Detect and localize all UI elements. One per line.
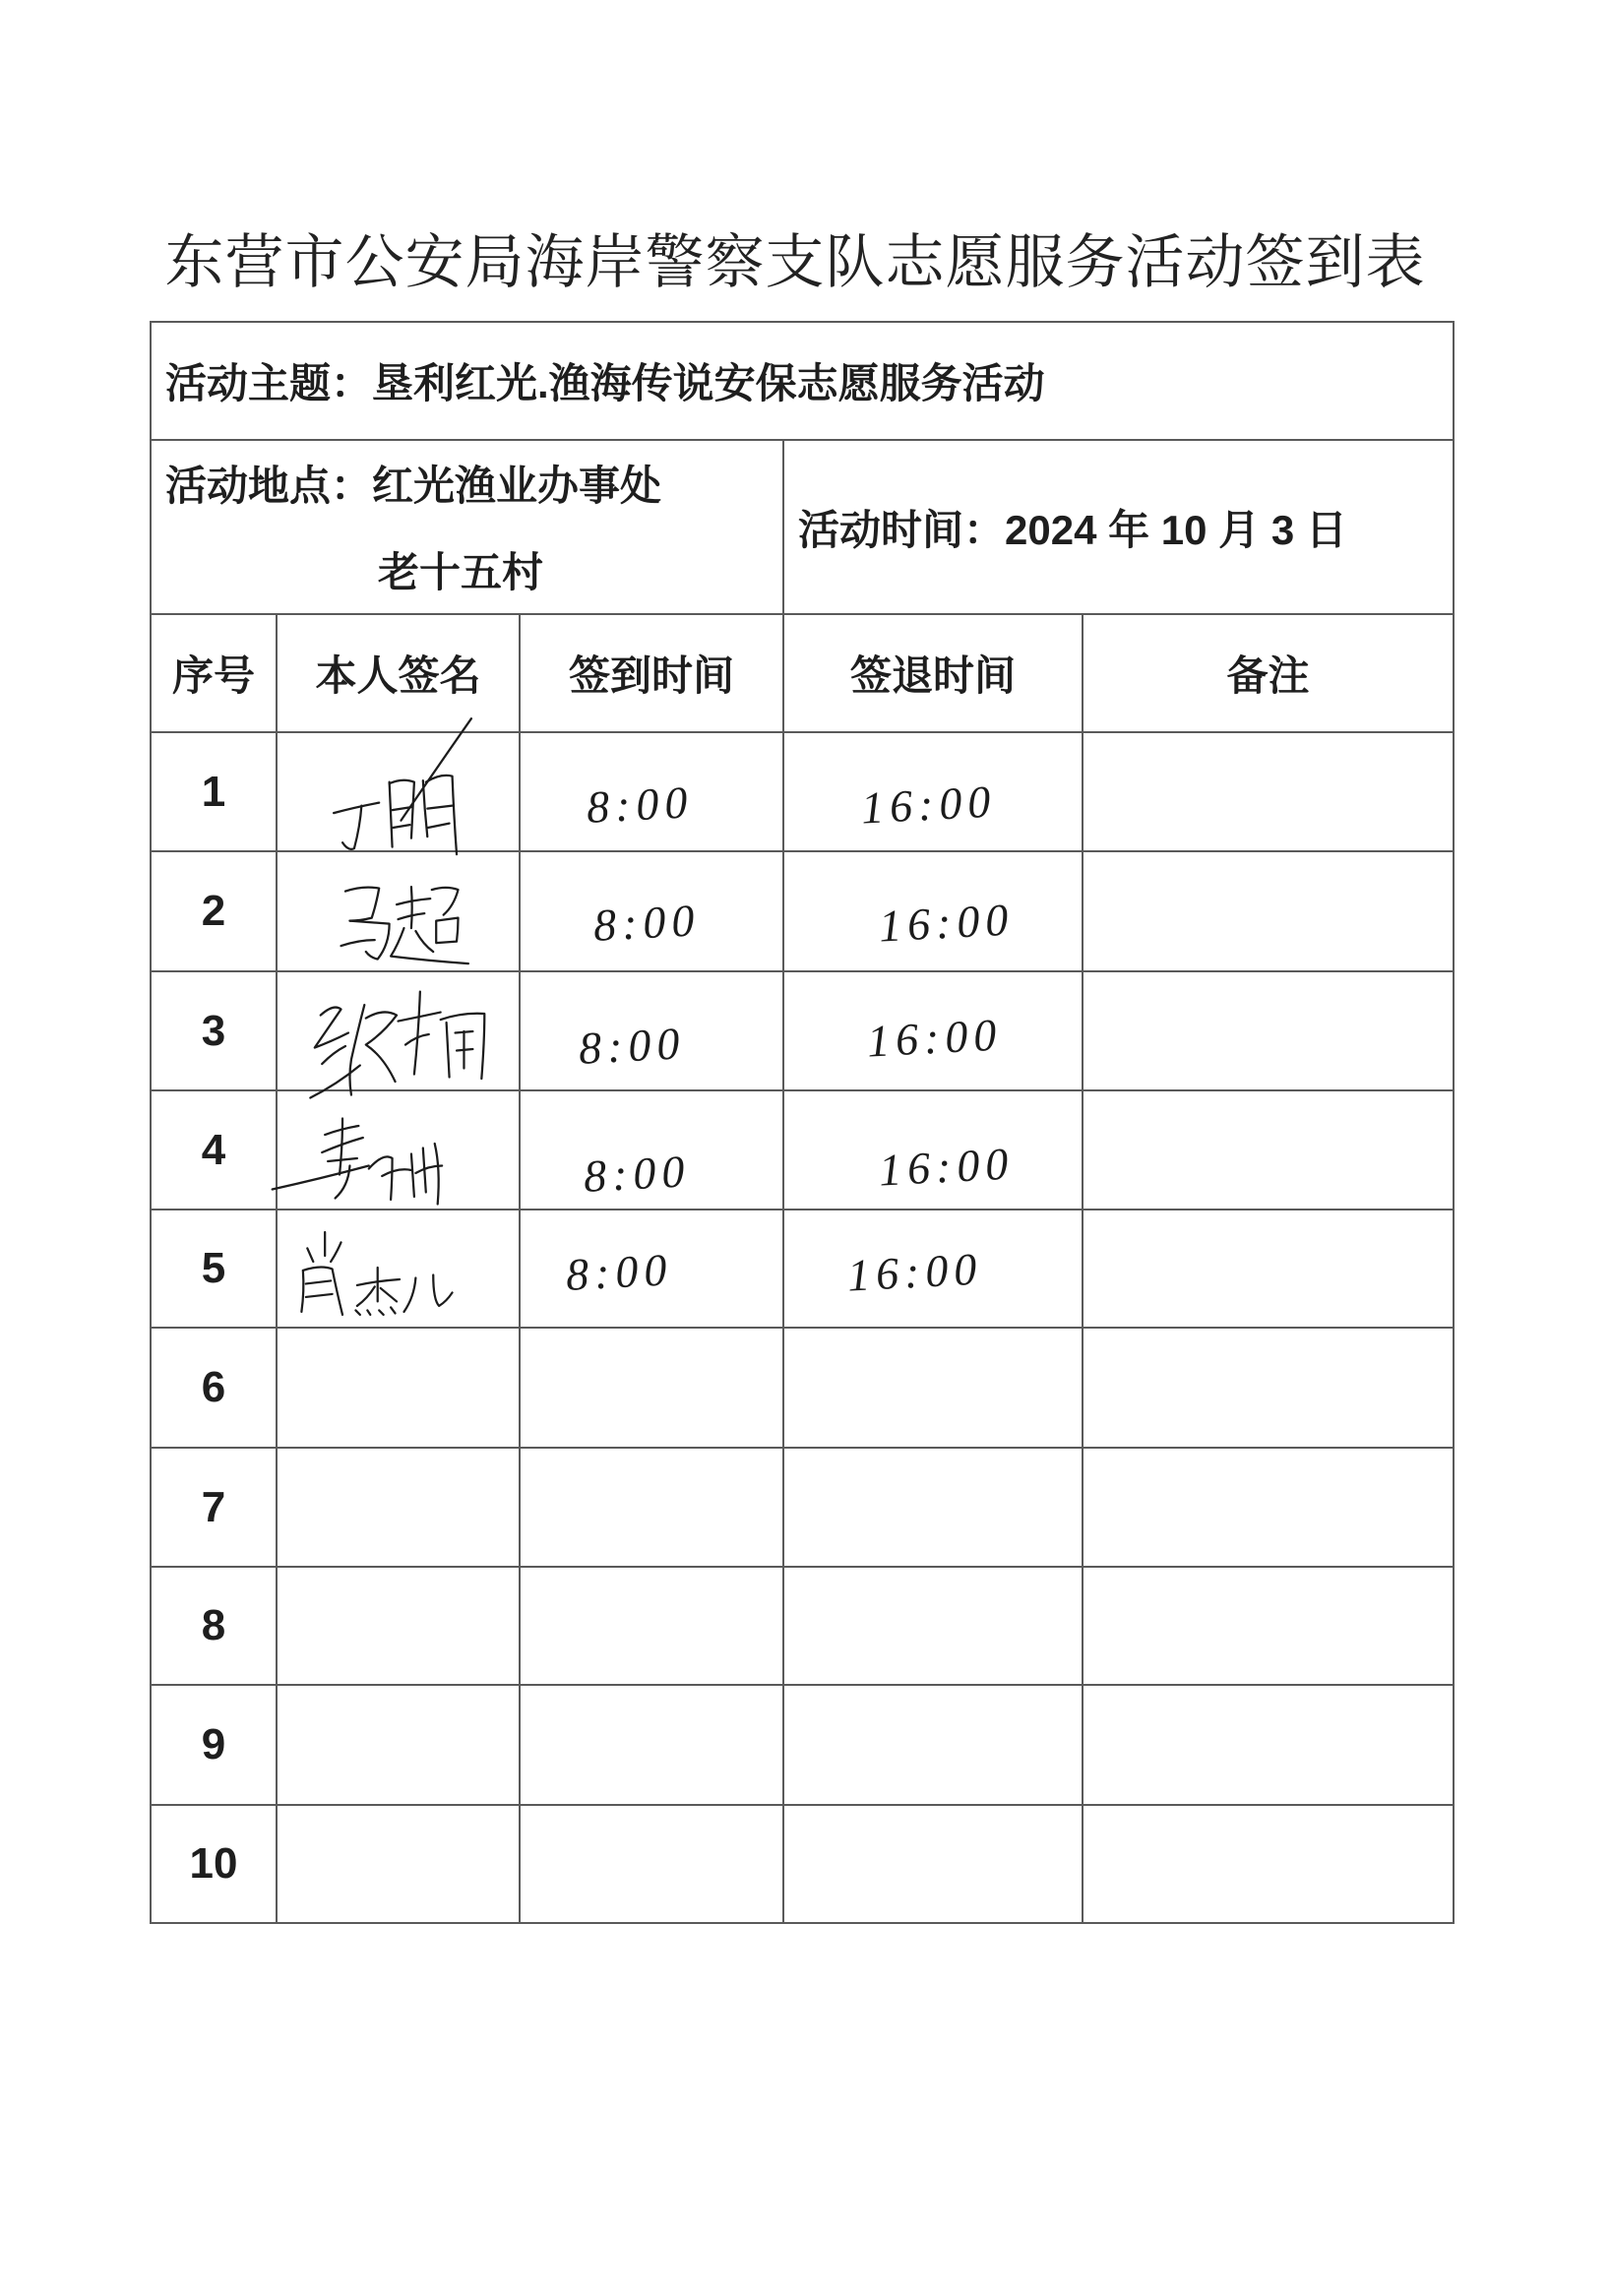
sign-in-cell: [521, 1210, 784, 1329]
row-number: 4: [152, 1091, 278, 1210]
sign-in-cell: [521, 1568, 784, 1686]
row-number: 7: [152, 1449, 278, 1568]
sign-out-time: 16:00: [877, 894, 1016, 952]
row-number: 5: [152, 1210, 278, 1329]
sign-out-time: 16:00: [859, 776, 998, 834]
column-header-signature: 本人签名: [278, 615, 521, 733]
remark-cell: [1084, 1210, 1455, 1329]
column-header-remark: 备注: [1084, 615, 1455, 733]
sign-out-cell: [784, 852, 1084, 972]
location-value-2: 老十五村: [378, 549, 544, 595]
remark-cell: [1084, 1329, 1455, 1449]
sign-in-cell: [521, 1686, 784, 1806]
sign-in-cell: [521, 1329, 784, 1449]
sign-out-cell: [784, 1210, 1084, 1329]
remark-cell: [1084, 1091, 1455, 1210]
sign-in-time: 8:00: [582, 1146, 692, 1202]
signature-cell: [278, 1091, 521, 1210]
signature-cell: [278, 1449, 521, 1568]
sign-in-time: 8:00: [577, 1018, 687, 1074]
remark-cell: [1084, 1568, 1455, 1686]
sign-in-cell: [521, 1449, 784, 1568]
signature-cell: [278, 1686, 521, 1806]
location-label: 活动地点：: [165, 463, 373, 509]
sign-in-time: 8:00: [585, 776, 695, 833]
activity-theme: [152, 323, 1455, 441]
remark-cell: [1084, 852, 1455, 972]
page-title: 东营市公安局海岸警察支队志愿服务活动签到表: [164, 229, 1426, 295]
row-number: 1: [152, 733, 278, 852]
location-value-1: 红光渔业办事处: [372, 463, 662, 509]
remark-cell: [1084, 1806, 1455, 1924]
sign-in-time: 8:00: [591, 895, 702, 951]
sign-in-cell: [521, 852, 784, 972]
column-header-number: 序号: [152, 615, 278, 733]
column-header-sign-in: 签到时间: [521, 615, 784, 733]
sign-out-time: 16:00: [877, 1138, 1016, 1196]
sign-in-time: 8:00: [564, 1244, 674, 1300]
column-header-sign-out: 签退时间: [784, 615, 1084, 733]
sign-out-cell: [784, 1686, 1084, 1806]
row-number: 6: [152, 1329, 278, 1449]
row-number: 3: [152, 972, 278, 1091]
row-number: 8: [152, 1568, 278, 1686]
sign-in-cell: [521, 733, 784, 852]
signature-cell: [278, 972, 521, 1091]
sign-in-cell: [521, 1091, 784, 1210]
remark-cell: [1084, 972, 1455, 1091]
theme-value: 垦利红光.渔海传说安保志愿服务活动: [372, 360, 1045, 406]
sign-out-cell: [784, 1091, 1084, 1210]
location-line-1: [152, 443, 782, 529]
theme-label: 活动主题：: [165, 360, 373, 406]
sign-out-time: 16:00: [865, 1009, 1004, 1067]
sign-in-cell: [521, 1806, 784, 1924]
row-number: 10: [152, 1806, 278, 1924]
sign-out-cell: [784, 1449, 1084, 1568]
signature-cell: [278, 1806, 521, 1924]
sign-out-cell: [784, 1568, 1084, 1686]
sign-in-table: [150, 321, 1455, 1924]
location-line-2: [152, 529, 782, 616]
sign-out-cell: [784, 733, 1084, 852]
sign-out-cell: [784, 972, 1084, 1091]
sign-out-time: 16:00: [845, 1243, 984, 1301]
sign-in-cell: [521, 972, 784, 1091]
row-number: 9: [152, 1686, 278, 1806]
signature-cell: [278, 1329, 521, 1449]
activity-location: [152, 441, 784, 615]
signature-cell: [278, 733, 521, 852]
signature-cell: [278, 1568, 521, 1686]
remark-cell: [1084, 1686, 1455, 1806]
activity-time: [784, 441, 1455, 615]
signature-cell: [278, 1210, 521, 1329]
signature-cell: [278, 852, 521, 972]
row-number: 2: [152, 852, 278, 972]
time-value: 2024 年 10 月 3 日: [1005, 506, 1347, 553]
time-label: 活动时间：: [798, 506, 1006, 553]
remark-cell: [1084, 733, 1455, 852]
sign-out-cell: [784, 1329, 1084, 1449]
remark-cell: [1084, 1449, 1455, 1568]
sign-out-cell: [784, 1806, 1084, 1924]
